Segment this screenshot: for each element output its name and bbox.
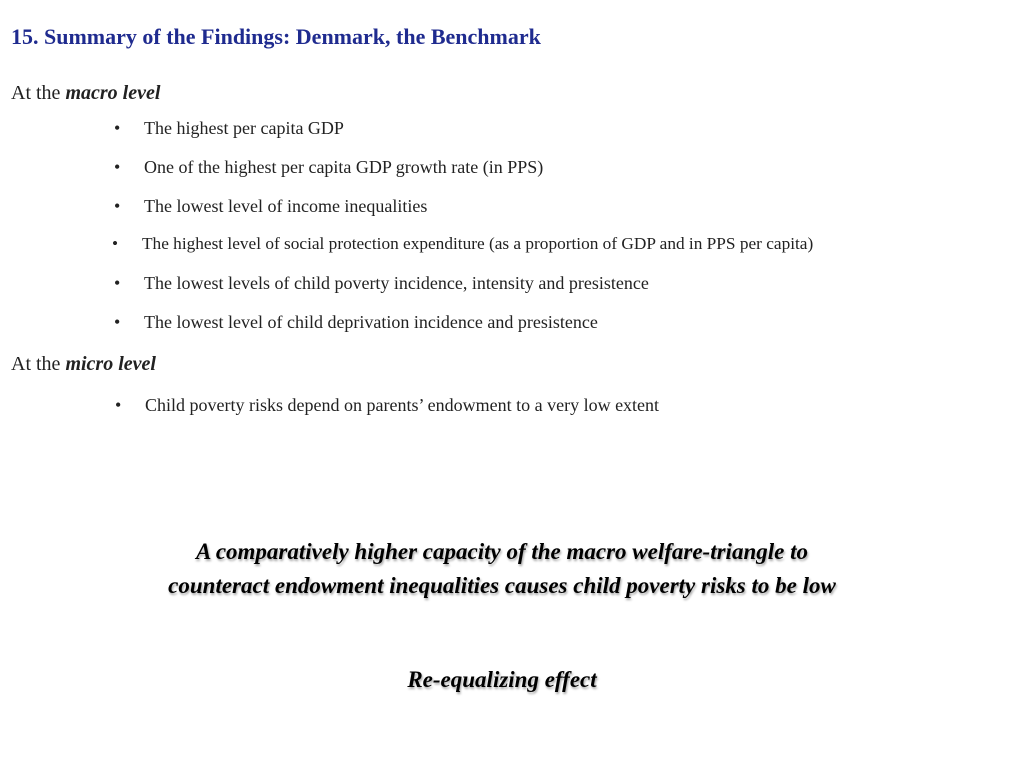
- macro-bullet-3: [114, 196, 427, 217]
- bullet-marker: •: [114, 118, 121, 138]
- bullet-marker: •: [114, 312, 121, 332]
- bullet-text: The highest per capita GDP: [144, 118, 344, 138]
- conclusion-statement: [0, 535, 1004, 603]
- bullet-text: One of the highest per capita GDP growth rate (in PPS): [144, 157, 544, 177]
- bullet-text: The highest level of social protection expenditure (as a proportion of GDP and in PPS per capita): [142, 234, 814, 253]
- macro-bullet-5: [114, 273, 649, 294]
- bullet-text: Child poverty risks depend on parents’ endowment to a very low extent: [145, 395, 660, 415]
- micro-level-heading: [11, 353, 156, 376]
- bullet-marker: •: [112, 234, 119, 253]
- bullet-marker: •: [114, 273, 121, 293]
- macro-level-prefix: At the: [11, 82, 61, 104]
- bullet-text: The lowest level of income inequalities: [144, 196, 428, 216]
- macro-bullet-1: [114, 118, 344, 139]
- slide-title: 15. Summary of the Findings: Denmark, the Benchmark: [11, 24, 541, 49]
- conclusion-line-1: A comparatively higher capacity of the macro welfare-triangle to: [196, 539, 808, 564]
- bullet-text: The lowest level of child deprivation incidence and presistence: [144, 312, 598, 332]
- conclusion-line-2: counteract endowment inequalities causes child poverty risks to be low: [168, 573, 836, 598]
- macro-level-heading: [11, 82, 160, 105]
- bullet-marker: •: [114, 196, 121, 216]
- micro-bullet-1: [115, 395, 659, 416]
- bullet-text: The lowest levels of child poverty incidence, intensity and presistence: [144, 273, 649, 293]
- macro-bullet-2: [114, 157, 543, 178]
- micro-level-emphasis: micro level: [65, 353, 156, 375]
- macro-level-emphasis: macro level: [65, 82, 161, 104]
- bullet-marker: •: [115, 395, 122, 415]
- bullet-marker: •: [114, 157, 121, 177]
- macro-bullet-4: [112, 234, 813, 254]
- micro-level-prefix: At the: [11, 353, 61, 375]
- macro-bullet-6: [114, 312, 598, 333]
- re-equalizing-effect: Re-equalizing effect: [407, 667, 597, 692]
